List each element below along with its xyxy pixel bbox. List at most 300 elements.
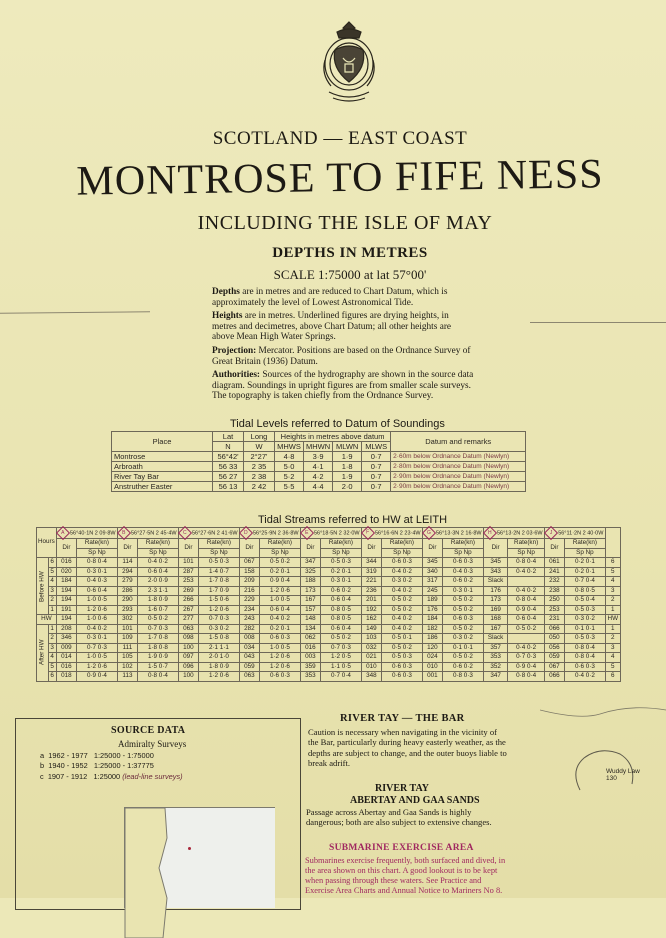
tidal-level-row	[112, 472, 526, 482]
cell-dir: 176	[483, 586, 508, 596]
cell-rate: 0·7 0·3	[77, 643, 118, 653]
station-position: 56°27·5N 2 45·4W	[130, 530, 177, 537]
col-sp-np: Sp Np	[508, 548, 544, 558]
meridian-line-right	[530, 322, 666, 323]
station-position: 56°25·9N 2 36·8W	[252, 530, 299, 537]
cell-hour: 3	[48, 586, 56, 596]
col-dir: Dir	[483, 539, 508, 558]
cell-remarks: 2·80m below Ordnance Datum (Newlyn)	[391, 462, 526, 472]
col-hours: Hours	[37, 528, 57, 558]
cell-dir: 021	[361, 653, 381, 663]
cell-dir: 173	[300, 586, 320, 596]
col-dir: Dir	[361, 539, 381, 558]
cell-dir: 010	[422, 662, 442, 672]
cell-dir: 010	[361, 662, 381, 672]
cell-dir: 294	[117, 567, 137, 577]
cell-dir: 269	[178, 586, 198, 596]
col-rate: Rate(kn)	[321, 539, 362, 549]
cell-rate: 0·4 0·2	[508, 586, 544, 596]
cell-rate: 0·8 0·4	[508, 558, 544, 568]
cell-dir: 186	[422, 634, 442, 644]
cell-mhws: 4·8	[275, 452, 304, 462]
tidal-stream-row	[37, 624, 621, 634]
cell-dir: 109	[117, 634, 137, 644]
note-projection: Projection: Mercator. Positions are based on the Ordnance Survey of Great Britain (1936) Datum.	[212, 345, 471, 367]
col-rate: Rate(kn)	[138, 539, 179, 549]
cell-dir: 286	[117, 586, 137, 596]
col-lat: Lat	[213, 432, 244, 442]
cell-rate: 1·2 0·6	[260, 586, 301, 596]
cell-rate: 0·5 0·2	[260, 558, 301, 568]
cell-rate: 0·3 0·1	[77, 634, 118, 644]
cell-remarks: 2·60m below Ordnance Datum (Newlyn)	[391, 452, 526, 462]
cell-rate: 0·6 0·4	[77, 586, 118, 596]
cell-dir: 157	[300, 605, 320, 615]
station-header	[178, 528, 239, 539]
cell-dir: 353	[300, 672, 320, 682]
cell-hour-right: 5	[605, 662, 620, 672]
tidal-stream-row	[37, 577, 621, 587]
cell-rate: 0·5 0·4	[565, 596, 606, 606]
cell-rate	[508, 577, 544, 587]
tidal-streams-caption: Tidal Streams referred to HW at LEITH	[258, 514, 448, 526]
cell-dir: 098	[178, 634, 198, 644]
cell-dir: 194	[56, 596, 76, 606]
cell-dir: 149	[361, 624, 381, 634]
cell-rate: 1·6 0·7	[138, 605, 179, 615]
cell-dir: 063	[178, 624, 198, 634]
cell-dir: 113	[117, 672, 137, 682]
col-dir: Dir	[300, 539, 320, 558]
cell-hour: 2	[48, 596, 56, 606]
cell-rate: 0·2 0·1	[321, 567, 362, 577]
cell-hour-right: 1	[605, 605, 620, 615]
cell-rate: 0·3 0·1	[443, 586, 484, 596]
scale-label: SCALE 1:75000 at lat 57°00'	[273, 267, 427, 282]
cell-rate: 0·5 0·2	[443, 653, 484, 663]
coastline-outline	[55, 798, 295, 938]
tidal-stream-row	[37, 634, 621, 644]
cell-rate: 0·6 0·3	[382, 662, 423, 672]
cell-rate: 0·6 0·4	[138, 567, 179, 577]
cell-mlws: 0·7	[362, 452, 391, 462]
cell-dir: 120	[422, 643, 442, 653]
cell-dir: 325	[300, 567, 320, 577]
cell-dir: 162	[361, 615, 381, 625]
cell-rate: 1·4 0·7	[199, 567, 240, 577]
cell-rate: 1·9 0·9	[138, 653, 179, 663]
cell-dir: 173	[483, 596, 508, 606]
cell-rate: 0·6 0·2	[321, 586, 362, 596]
cell-dir: 267	[178, 605, 198, 615]
cell-dir: 208	[56, 624, 76, 634]
cell-dir: 229	[239, 596, 259, 606]
cell-mlws: 0·7	[362, 482, 391, 492]
abertay-title-river: RIVER TAY	[375, 783, 429, 794]
submarine-exercise-text: Submarines exercise frequently, both surfaced and dived, in the area shown on this chart. A good lookout is to be kept when passing through these waters. See Practice and Exercise Area Charts and Annual Notice to Mariners No 8.	[305, 856, 506, 895]
cell-dir: 348	[361, 672, 381, 682]
cell-dir: 353	[483, 653, 508, 663]
cell-rate: 0·6 0·3	[443, 615, 484, 625]
cell-dir: 253	[544, 605, 564, 615]
cell-hour: 4	[48, 577, 56, 587]
cell-hour: 1	[48, 605, 56, 615]
cell-dir: 346	[56, 634, 76, 644]
cell-rate: 0·9 0·4	[508, 662, 544, 672]
col-dir: Dir	[544, 539, 564, 558]
source-data-title: SOURCE DATA	[111, 725, 186, 736]
cell-rate: 1·8 0·8	[138, 643, 179, 653]
cell-dir: 114	[117, 558, 137, 568]
cell-hour-right: 2	[605, 596, 620, 606]
cell-dir: 266	[178, 596, 198, 606]
cell-rate: 0·8 0·4	[77, 558, 118, 568]
cell-rate: 0·3 0·2	[565, 615, 606, 625]
col-sp-np: Sp Np	[77, 548, 118, 558]
label-before-hw: Before HW	[37, 558, 49, 615]
map-label-wuddy-law: Wuddy Law 130	[606, 768, 640, 782]
source-data-rows	[40, 751, 183, 782]
cell-rate: 1·2 0·6	[199, 605, 240, 615]
station-header	[544, 528, 605, 539]
cell-hour-right: 2	[605, 634, 620, 644]
cell-rate: 0·7 0·3	[138, 624, 179, 634]
tidal-stream-row	[37, 596, 621, 606]
cell-dir: 359	[300, 662, 320, 672]
station-diamond-icon: D	[239, 526, 253, 540]
tidal-level-row	[112, 462, 526, 472]
cell-hour: 6	[48, 558, 56, 568]
col-dir: Dir	[422, 539, 442, 558]
cell-rate: 0·5 0·3	[321, 558, 362, 568]
cell-dir: 100	[178, 672, 198, 682]
station-position: 56°13·2N 2 03·6W	[496, 530, 543, 537]
station-position: 56°16·6N 2 23·4W	[374, 530, 421, 537]
cell-rate: 0·6 0·4	[321, 596, 362, 606]
cell-dir: 317	[422, 577, 442, 587]
cell-rate: 0·4 0·2	[382, 567, 423, 577]
cell-dir: 345	[422, 558, 442, 568]
station-header	[239, 528, 300, 539]
station-diamond-icon: B	[117, 526, 131, 540]
cell-rate: 0·7 0·4	[565, 577, 606, 587]
cell-rate: 0·6 0·4	[260, 605, 301, 615]
station-position: 56°11·2N 2 40·0W	[558, 530, 604, 537]
cell-rate: 2·0 1·0	[199, 653, 240, 663]
cell-mlwn: 1·9	[333, 472, 362, 482]
chart-region-title: SCOTLAND — EAST COAST	[212, 128, 468, 149]
admiralty-crest-icon	[315, 20, 383, 108]
cell-dir: 103	[361, 634, 381, 644]
cell-dir: 191	[56, 605, 76, 615]
cell-lat: 56 13	[213, 482, 244, 492]
cell-rate: 0·6 0·3	[443, 558, 484, 568]
chart-subtitle: INCLUDING THE ISLE OF MAY	[197, 212, 493, 234]
cell-hour-right: 4	[605, 577, 620, 587]
cell-dir: 192	[361, 605, 381, 615]
cell-rate: 0·2 0·1	[260, 624, 301, 634]
cell-dir: 034	[239, 643, 259, 653]
cell-rate: 0·5 0·2	[443, 605, 484, 615]
cell-dir: 345	[483, 558, 508, 568]
cell-rate: 0·4 0·2	[138, 558, 179, 568]
col-sp-np: Sp Np	[138, 548, 179, 558]
cell-rate: 0·4 0·2	[382, 624, 423, 634]
cell-dir: 066	[544, 672, 564, 682]
cell-rate: 1·2 0·6	[199, 672, 240, 682]
cell-place: Montrose	[112, 452, 213, 462]
cell-dir: 231	[544, 615, 564, 625]
note-heights: Heights are in metres. Underlined figures are drying heights, in metres and decimetres, above Chart Datum; all other heights are above Mean High Water Springs.	[212, 311, 452, 343]
col-long: Long	[244, 432, 275, 442]
cell-dir: 169	[483, 605, 508, 615]
river-tay-bar-caution: Caution is necessary when navigating in the vicinity of the Bar, particularly during heavy easterly weather, as the depths are subject to change, and the outer buoys liable to break adrift.	[308, 727, 507, 769]
cell-hour-right: 3	[605, 586, 620, 596]
cell-dir: 216	[239, 586, 259, 596]
cell-dir: 009	[56, 643, 76, 653]
cell-hour-right: 6	[605, 672, 620, 682]
tidal-stream-row	[37, 672, 621, 682]
cell-rate: 0·5 0·3	[565, 605, 606, 615]
note-authorities: Authorities: Sources of the hydrography are shown in the source data diagram. Soundings in upright figures are from smaller scale surveys. The topography is taken chiefly from the Ordnance Survey.	[212, 370, 474, 402]
source-data-map	[124, 807, 275, 908]
cell-rate: 0·4 0·3	[443, 567, 484, 577]
cell-rate: 0·5 0·2	[382, 605, 423, 615]
abertay-text: Passage across Abertay and Gaa Sands is highly dangerous; both are also subject to extensive changes.	[306, 807, 492, 828]
col-sp-np: Sp Np	[382, 548, 423, 558]
cell-rate: 0·5 0·2	[321, 634, 362, 644]
col-heights: Heights in metres above datum	[275, 432, 391, 442]
cell-dir: 016	[56, 558, 76, 568]
cell-mlwn: 1·9	[333, 452, 362, 462]
cell-rate: 0·8 0·4	[508, 672, 544, 682]
cell-rate: 1·2 0·6	[77, 605, 118, 615]
cell-dir: 352	[483, 662, 508, 672]
station-diamond-icon: E	[300, 526, 314, 540]
tidal-stream-row	[37, 653, 621, 663]
cell-dir: 158	[239, 567, 259, 577]
cell-rate: 1·0 0·5	[260, 596, 301, 606]
cell-mhwn: 3·9	[304, 452, 333, 462]
col-lat-unit: N	[213, 442, 244, 452]
cell-rate: 1·5 0·6	[199, 596, 240, 606]
cell-rate: 2·0 0·9	[138, 577, 179, 587]
cell-hour: 6	[48, 672, 56, 682]
cell-rate: 1·0 0·5	[77, 653, 118, 663]
station-header	[117, 528, 178, 539]
cell-dir: 061	[544, 558, 564, 568]
cell-rate: 0·8 0·4	[508, 596, 544, 606]
cell-rate: 1·8 0·9	[199, 662, 240, 672]
cell-dir: 067	[544, 662, 564, 672]
cell-rate: 0·5 0·2	[443, 624, 484, 634]
col-sp-np: Sp Np	[443, 548, 484, 558]
cell-mhwn: 4·4	[304, 482, 333, 492]
cell-dir: 062	[300, 634, 320, 644]
cell-rate: 0·3 0·1	[77, 567, 118, 577]
cell-long: 2 35	[244, 462, 275, 472]
station-header	[483, 528, 544, 539]
cell-dir: 020	[56, 567, 76, 577]
col-hours-right	[605, 528, 620, 558]
cell-dir: 066	[544, 624, 564, 634]
cell-rate: 0·6 0·2	[443, 577, 484, 587]
cell-long: 2°27'	[244, 452, 275, 462]
col-sp-np: Sp Np	[260, 548, 301, 558]
station-diamond-icon: H	[483, 526, 497, 540]
cell-dir: 043	[239, 653, 259, 663]
cell-rate: 0·6 0·2	[443, 662, 484, 672]
cell-rate: 1·7 0·8	[199, 577, 240, 587]
cell-rate: 0·9 0·4	[77, 672, 118, 682]
cell-dir: 102	[117, 662, 137, 672]
tidal-levels-rows	[112, 452, 526, 492]
cell-dir: 032	[361, 643, 381, 653]
cell-dir: 059	[544, 653, 564, 663]
col-mlws: MLWS	[362, 442, 391, 452]
tidal-stream-row	[37, 605, 621, 615]
submarine-exercise-title: SUBMARINE EXERCISE AREA	[329, 843, 474, 853]
station-diamond-icon: A	[56, 526, 70, 540]
cell-rate: 0·6 0·3	[382, 558, 423, 568]
cell-dir: 241	[544, 567, 564, 577]
tidal-stream-row	[37, 567, 621, 577]
cell-rate: 1·0 0·5	[260, 643, 301, 653]
cell-rate: 1·2 0·6	[260, 653, 301, 663]
cell-dir: 016	[56, 662, 76, 672]
station-header	[361, 528, 422, 539]
cell-rate: 0·3 0·2	[199, 624, 240, 634]
cell-dir: Slack	[483, 577, 508, 587]
cell-hour: HW	[37, 615, 57, 625]
cell-rate: 0·4 0·2	[382, 615, 423, 625]
cell-rate: 0·6 0·4	[321, 624, 362, 634]
cell-dir: 182	[422, 624, 442, 634]
cell-dir: 287	[178, 567, 198, 577]
cell-dir: 008	[239, 634, 259, 644]
cell-dir: 168	[483, 615, 508, 625]
cell-rate: 0·5 0·2	[508, 624, 544, 634]
cell-dir: 293	[117, 605, 137, 615]
tidal-stream-row	[37, 586, 621, 596]
col-mhwn: MHWN	[304, 442, 333, 452]
cell-rate: 0·5 0·2	[382, 596, 423, 606]
cell-hour: 2	[48, 634, 56, 644]
col-dir: Dir	[178, 539, 198, 558]
cell-rate: 0·6 0·3	[260, 672, 301, 682]
cell-rate: 2·3 1·1	[138, 586, 179, 596]
cell-rate: 0·7 0·4	[321, 672, 362, 682]
tidal-stream-row	[37, 643, 621, 653]
cell-long: 2 38	[244, 472, 275, 482]
cell-rate: 0·2 0·1	[565, 567, 606, 577]
col-rate: Rate(kn)	[443, 539, 484, 549]
cell-dir: 194	[56, 586, 76, 596]
cell-dir: 236	[361, 586, 381, 596]
cell-dir: 101	[117, 624, 137, 634]
cell-dir: 277	[178, 615, 198, 625]
cell-rate: 0·3 0·1	[321, 577, 362, 587]
cell-rate: 0·5 0·3	[199, 558, 240, 568]
col-rate: Rate(kn)	[508, 539, 544, 549]
cell-rate: 0·6 0·3	[260, 634, 301, 644]
cell-rate: 0·4 0·2	[508, 643, 544, 653]
station-position: 56°40·1N 2 09·8W	[69, 530, 116, 537]
cell-dir: 101	[178, 558, 198, 568]
col-sp-np: Sp Np	[199, 548, 240, 558]
cell-rate: 1·8 0·9	[138, 596, 179, 606]
cell-dir: 100	[178, 643, 198, 653]
cell-dir: 347	[300, 558, 320, 568]
tidal-stream-row	[37, 558, 621, 568]
cell-rate: 0·3 0·2	[443, 634, 484, 644]
station-position: 56°27·6N 2 41·6W	[191, 530, 238, 537]
cell-rate: 0·5 0·3	[565, 634, 606, 644]
cell-dir: 167	[300, 596, 320, 606]
cell-dir: 302	[117, 615, 137, 625]
cell-dir: 234	[239, 605, 259, 615]
cell-dir: 189	[422, 596, 442, 606]
cell-hour: 5	[48, 662, 56, 672]
cell-mlws: 0·7	[362, 472, 391, 482]
cell-dir: 209	[239, 577, 259, 587]
coastline-contours	[540, 680, 666, 800]
cell-lat: 56 27	[213, 472, 244, 482]
cell-hour: 4	[48, 653, 56, 663]
cell-rate: 1·5 0·7	[138, 662, 179, 672]
station-diamond-icon: G	[422, 526, 436, 540]
cell-dir: 184	[56, 577, 76, 587]
cell-rate: 0·7 0·3	[508, 653, 544, 663]
label-after-hw: After HW	[37, 624, 49, 681]
cell-rate: 1·7 0·8	[138, 634, 179, 644]
source-row-b: b 1940 - 1952 1:25000 - 1:37775	[40, 761, 154, 771]
col-dir: Dir	[117, 539, 137, 558]
cell-dir: 194	[56, 615, 76, 625]
cell-mhws: 5·5	[275, 482, 304, 492]
tidal-stream-row	[37, 615, 621, 625]
col-remarks: Datum and remarks	[391, 432, 526, 452]
cell-dir: 105	[117, 653, 137, 663]
cell-hour-right: 5	[605, 567, 620, 577]
cell-dir: 201	[361, 596, 381, 606]
cell-rate: 0·3 0·2	[382, 577, 423, 587]
cell-dir: 050	[544, 634, 564, 644]
station-position: 56°18·5N 2 32·0W	[313, 530, 360, 537]
cell-rate: 0·2 0·1	[260, 567, 301, 577]
cell-rate: 0·1 0·1	[565, 624, 606, 634]
cell-rate: 0·8 0·5	[321, 615, 362, 625]
cell-dir: 067	[239, 558, 259, 568]
cell-hour-right: HW	[605, 615, 620, 625]
cell-dir: 357	[483, 643, 508, 653]
cell-dir: 134	[300, 624, 320, 634]
cell-hour: 3	[48, 643, 56, 653]
station-diamond-icon: J	[544, 526, 558, 540]
cell-rate: 1·7 0·9	[199, 586, 240, 596]
cell-remarks: 2·90m below Ordnance Datum (Newlyn)	[391, 482, 526, 492]
station-header	[422, 528, 483, 539]
cell-dir: 063	[239, 672, 259, 682]
cell-dir: 176	[422, 605, 442, 615]
col-rate: Rate(kn)	[382, 539, 423, 549]
cell-lat: 56°42'	[213, 452, 244, 462]
cell-rate: 0·8 0·4	[138, 672, 179, 682]
cell-rate: 1·2 0·6	[77, 662, 118, 672]
cell-dir: 059	[239, 662, 259, 672]
depths-label: DEPTHS IN METRES	[272, 245, 428, 261]
cell-rate: 1·2 0·6	[260, 662, 301, 672]
